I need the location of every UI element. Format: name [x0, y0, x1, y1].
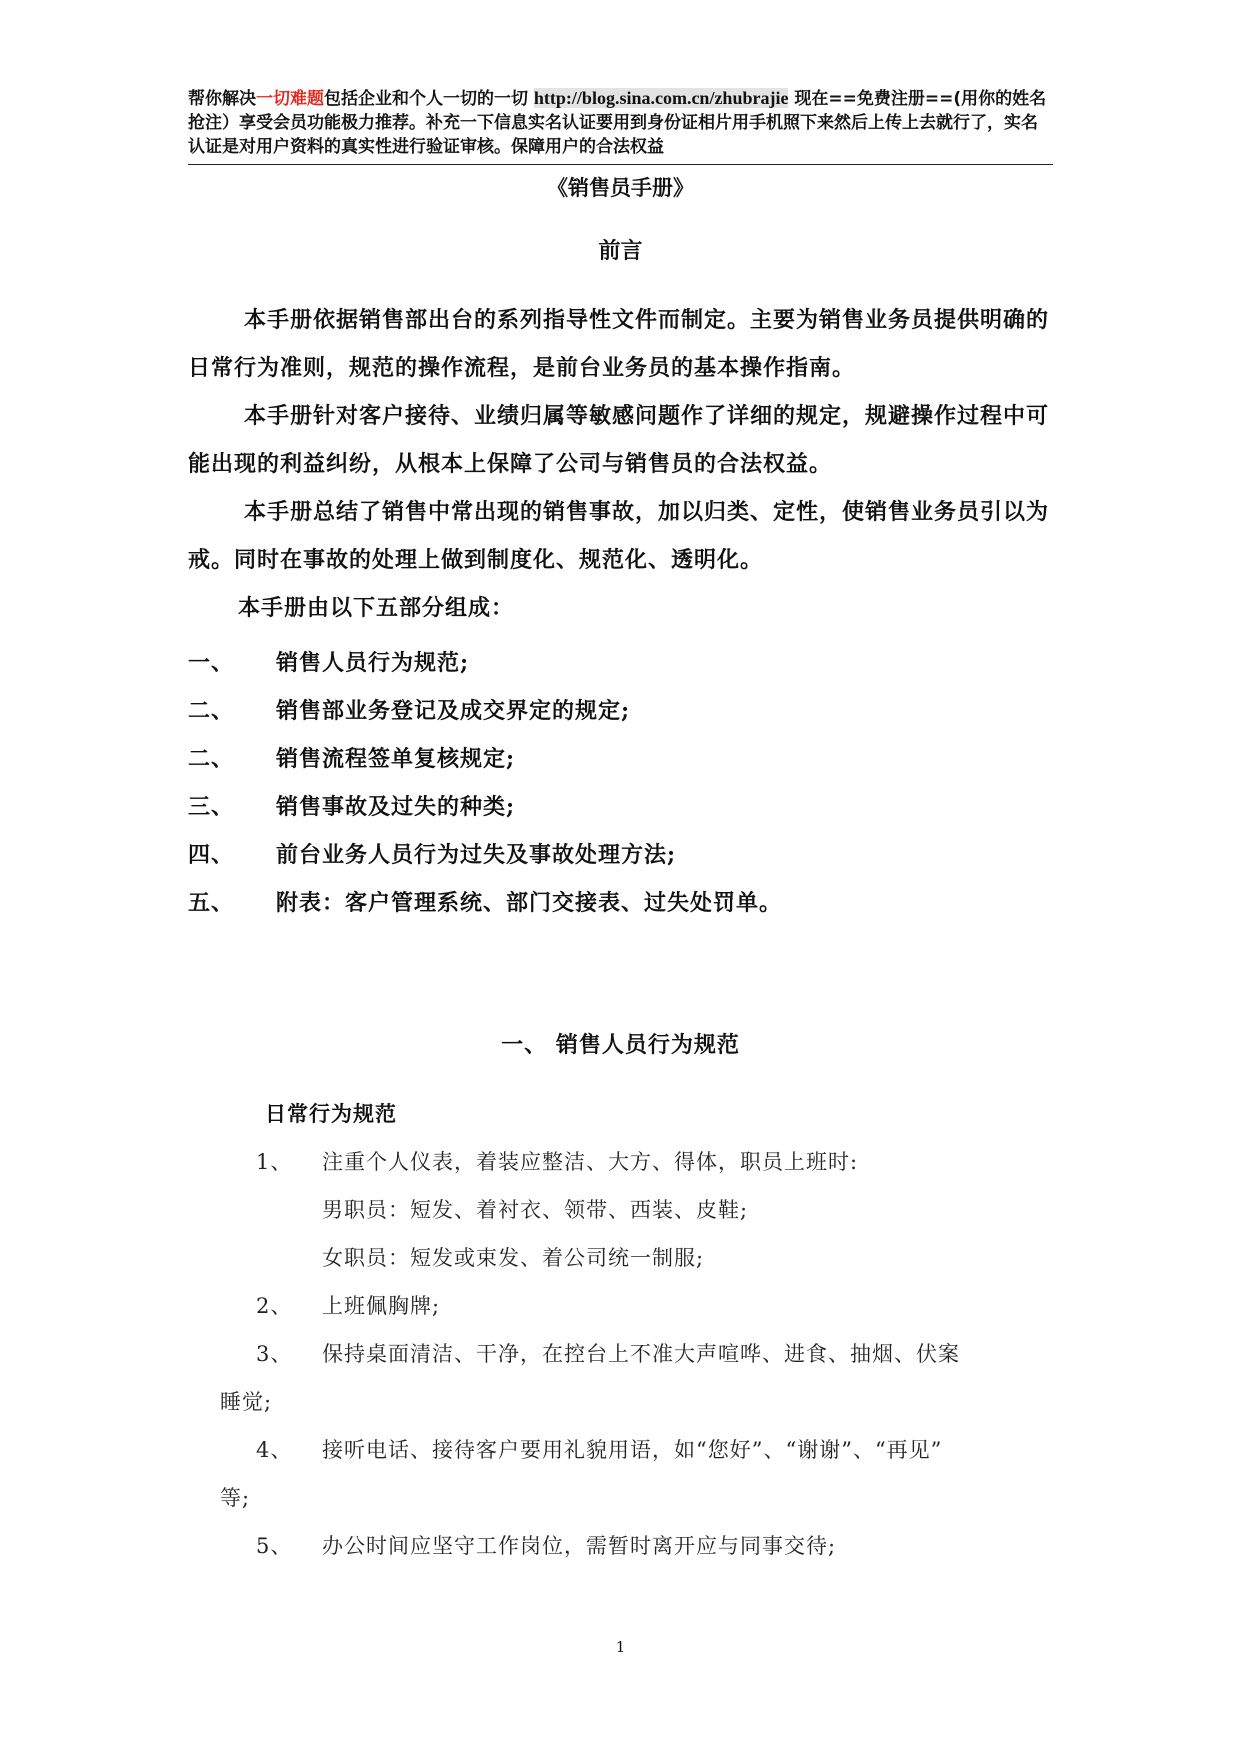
- rule-4: 4、 接听电话、接待客户要用礼貌用语，如“您好”、“谢谢”、“再见”: [256, 1438, 943, 1462]
- banner-url-link[interactable]: http://blog.sina.com.cn/zhubrajie: [533, 88, 789, 108]
- preface-paragraph-1: 本手册依据销售部出台的系列指导性文件而制定。主要为销售业务员提供明确的日常行为准则，规范的操作流程，是前台业务员的基本操作指南。: [188, 307, 1050, 381]
- banner-text-pre: 帮你解决: [188, 89, 256, 109]
- rule-1: 1、 注重个人仪表，着装应整洁、大方、得体，职员上班时:: [256, 1150, 859, 1174]
- preface-paragraph-3: 本手册总结了销售中常出现的销售事故，加以归类、定性，使销售业务员引以为戒。同时在事故的处理上做到制度化、规范化、透明化。: [188, 499, 1050, 573]
- section-1-title: 一、 销售人员行为规范: [501, 1032, 740, 1058]
- header-divider: [188, 164, 1053, 165]
- page-number: 1: [615, 1638, 626, 1656]
- toc-item: 五、 附表：客户管理系统、部门交接表、过失处罚单。: [188, 890, 783, 916]
- rule-1-female: 女职员：短发或束发、着公司统一制服;: [322, 1246, 705, 1270]
- rule-3-continued: 睡觉;: [220, 1390, 273, 1414]
- toc-item: 一、 销售人员行为规范;: [188, 650, 470, 676]
- rule-3: 3、 保持桌面清洁、干净，在控台上不准大声喧哗、进食、抽烟、伏案: [256, 1342, 960, 1366]
- rule-4-continued: 等;: [220, 1486, 251, 1510]
- toc-item: 二、 销售流程签单复核规定;: [188, 746, 516, 772]
- banner-text-post: 现在==免费注册==(用你的姓名抢注）享受会员功能极力推荐。补充一下信息实名认证要用到身份证相片用手机照下来然后上传上去就行了，实名认证是对用户资料的真实性进行验证审核。保障用户的合法权益: [188, 89, 1047, 157]
- preface-paragraph-2: 本手册针对客户接待、业绩归属等敏感问题作了详细的规定，规避操作过程中可能出现的利益纠纷，从根本上保障了公司与销售员的合法权益。: [188, 403, 1050, 477]
- rule-5: 5、 办公时间应坚守工作岗位，需暂时离开应与同事交待;: [256, 1534, 837, 1558]
- subsection-title: 日常行为规范: [265, 1101, 397, 1126]
- preface-title: 前言: [598, 238, 643, 264]
- toc-item: 二、 销售部业务登记及成交界定的规定;: [188, 698, 631, 724]
- banner-text-mid: 包括企业和个人一切的一切: [324, 89, 534, 109]
- rule-1-male: 男职员：短发、着衬衣、领带、西装、皮鞋;: [322, 1198, 749, 1222]
- banner-highlight: 一切难题: [256, 89, 324, 109]
- document-title: 《销售员手册》: [547, 175, 694, 200]
- toc-item: 三、 销售事故及过失的种类;: [188, 794, 516, 820]
- rule-2: 2、 上班佩胸牌;: [256, 1294, 441, 1318]
- preface-paragraph-4: 本手册由以下五部分组成：: [238, 595, 515, 621]
- toc-item: 四、 前台业务人员行为过失及事故处理方法;: [188, 842, 677, 868]
- page-header-banner: [188, 86, 1053, 159]
